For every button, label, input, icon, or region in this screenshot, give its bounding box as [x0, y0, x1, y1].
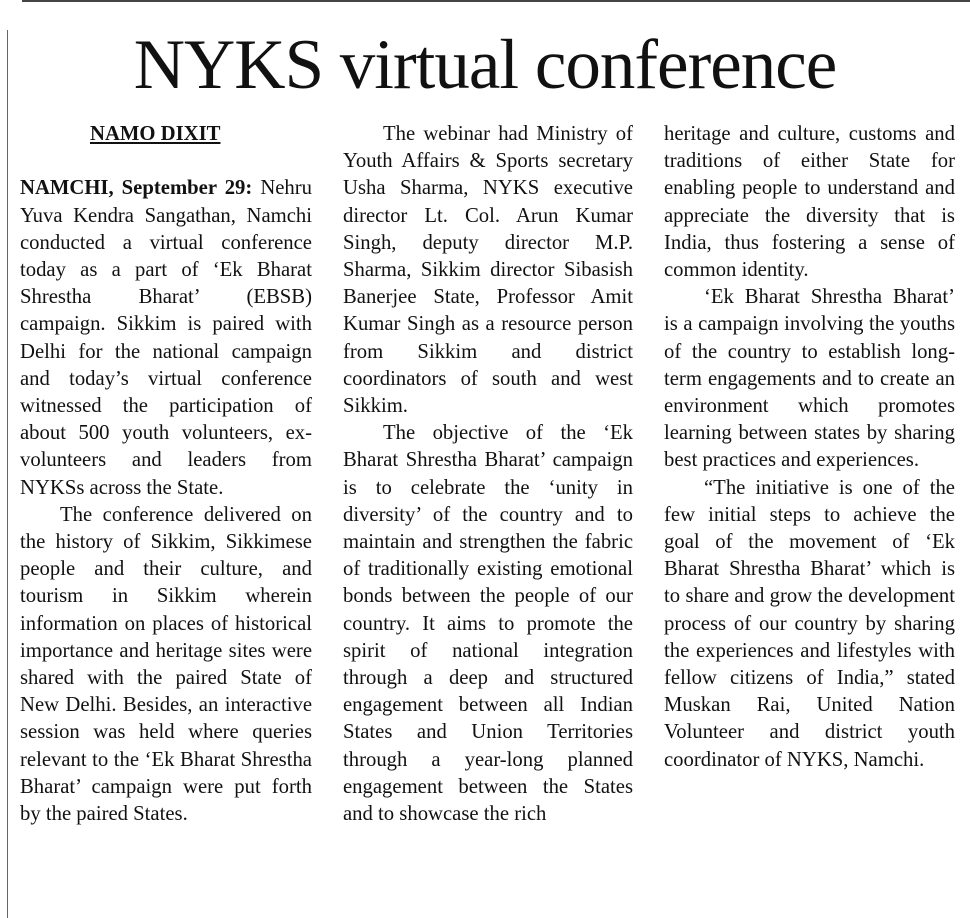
paragraph-1: [20, 175, 312, 501]
dateline: NAMCHI, September 29:: [20, 177, 253, 200]
headline: NYKS virtual conference: [133, 26, 837, 104]
paragraph-6: “The initiative is one of the few initial steps to achieve the goal of the movement of ‘Ek Bharat Shrestha Bharat’ which is to share and grow the development process of our country by sharing the experiences and lifestyles with fellow citizens of India,” stated Muskan Rai, United Nation Volunteer and district youth coordinator of NYKS, Namchi.: [664, 476, 955, 771]
paragraph-4-continued: heritage and culture, customs and traditions of either State for enabling people to understand and appreciate the diversity that is India, thus fostering a sense of common identity.: [664, 123, 955, 282]
paragraph-1-text: Nehru Yuva Kendra Sangathan, Namchi conducted a virtual conference today as a part of ‘Ek Bharat Shrestha Bharat’ (EBSB) campaign. Sikkim is paired with Delhi for the national campaign and today’s virtual conference witnessed the participation of about 500 youth volunteers, ex-volunteers and leaders from NYKSs across the State.: [20, 177, 313, 499]
paragraph-5: ‘Ek Bharat Shrestha Bharat’ is a campaign involving the youths of the country to establish long-term engagements and to create an environment which promotes learning between states by sharing best practices and experiences.: [664, 286, 955, 472]
paragraph-3: The webinar had Ministry of Youth Affairs & Sports secretary Usha Sharma, NYKS executive director Lt. Col. Arun Kumar Singh, deputy director M.P. Sharma, Sikkim director Sibasish Banerjee State, Professor Amit Kumar Singh as a resource person from Sikkim and district coordinators of south and west Sikkim.: [343, 123, 633, 418]
top-rule: [22, 0, 970, 2]
paragraph-2: The conference delivered on the history of Sikkim, Sikkimese people and their culture, and tourism in Sikkim wherein information on places of historical importance and heritage sites were shared with the paired State of New Delhi. Besides, an interactive session was held where queries relevant to the ‘Ek Bharat Shrestha Bharat’ campaign were put forth by the paired States.: [20, 503, 312, 826]
column-2: [343, 121, 633, 828]
byline: NAMO DIXIT: [90, 123, 221, 145]
left-column-rule: [7, 30, 8, 918]
column-3: [664, 121, 955, 774]
column-1: [20, 121, 312, 828]
paragraph-4: The objective of the ‘Ek Bharat Shrestha Bharat’ campaign is to celebrate the ‘unity in diversity’ of the country and to maintain and strengthen the fabric of traditionally existing emotional bonds between the people of our country. It aims to promote the spirit of national integration through a deep and structured engagement between all Indian States and Union Territories through a year-long planned engagement between the States and to showcase the rich: [343, 422, 633, 826]
